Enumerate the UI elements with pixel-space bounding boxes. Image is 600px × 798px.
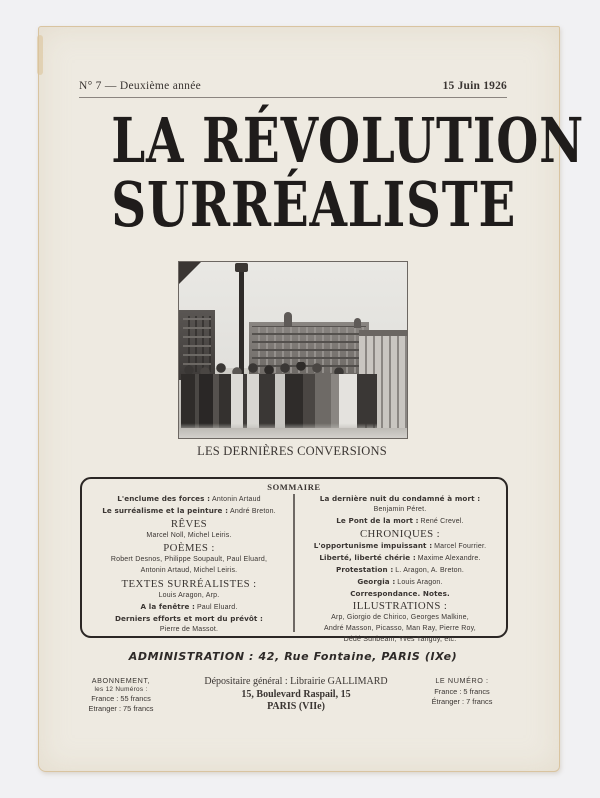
issue-number: N° 7 — Deuxième année: [79, 80, 202, 92]
toc-entry: [297, 565, 503, 576]
cover-photograph: [178, 261, 408, 439]
subscription-subheading: les 12 Numéros :: [94, 686, 148, 694]
toc-section-heading: RÊVES: [170, 518, 208, 531]
toc-authors: André Masson, Picasso, Man Ray, Pierre Roy,: [324, 625, 476, 633]
photo-dome: [354, 318, 361, 328]
toc-entry-author: Paul Eluard.: [196, 603, 238, 611]
toc-entry-title: Georgia :: [357, 577, 396, 587]
toc-entry: [297, 541, 503, 552]
toc-authors: Antonin Artaud, Michel Leiris.: [140, 567, 238, 575]
masthead-line-2: SURRÉALISTE: [111, 168, 517, 241]
toc-right-column: [297, 494, 503, 646]
photo-crowd: [181, 374, 377, 432]
toc-entry: [297, 553, 503, 564]
toc-authors: Dédé Sunbeam, Yves Tanguy, etc.: [343, 636, 457, 644]
distributor-city: PARIS (VIIe): [267, 701, 325, 712]
toc-entry: [297, 577, 503, 588]
toc-left-column: [86, 494, 292, 636]
header-rule: [79, 97, 507, 98]
distributor-name: Dépositaire général : Librairie GALLIMARD: [204, 676, 388, 687]
toc-authors: Pierre de Massot.: [159, 625, 219, 633]
toc-entry-author: Louis Aragon.: [397, 579, 443, 587]
toc-authors: Arp, Giorgio de Chirico, Georges Malkine,: [331, 614, 469, 622]
administration-address: ADMINISTRATION : 42, Rue Fontaine, PARIS (IXe): [128, 650, 458, 663]
toc-section-heading: POÈMES :: [163, 542, 215, 555]
sommaire-heading: SOMMAIRE: [267, 482, 321, 492]
single-issue-prices: [412, 676, 512, 708]
single-issue-abroad: Étranger : 7 francs: [431, 697, 493, 706]
toc-authors: Robert Desnos, Philippe Soupault, Paul Eluard,: [110, 556, 268, 564]
photo-dome: [284, 312, 292, 326]
toc-entry-author: Antonin Artaud: [212, 496, 261, 503]
toc-entry-title: Le surréalisme et la peinture :: [102, 506, 229, 515]
subscription-prices: [76, 676, 166, 713]
single-issue-heading: LE NUMÉRO :: [435, 676, 489, 685]
toc-entry: [297, 494, 503, 504]
toc-entry-title: Correspondance. Notes.: [350, 589, 450, 599]
toc-entry-author: L. Aragon, A. Breton.: [395, 567, 465, 575]
toc-entry: [86, 602, 292, 613]
toc-entry: [297, 589, 503, 599]
toc-entry-title: L'enclume des forces :: [117, 494, 211, 503]
toc-entry-author: René Crevel.: [420, 518, 464, 525]
toc-authors: Louis Aragon, Arp.: [158, 591, 220, 599]
toc-entry-title: Le Pont de la mort :: [336, 516, 419, 525]
subscription-abroad: Etranger : 75 francs: [88, 703, 154, 713]
photo-lamppost-top: [235, 263, 248, 272]
toc-authors: Benjamin Péret.: [373, 506, 427, 513]
toc-entry-title: Derniers efforts et mort du prévôt :: [114, 613, 264, 623]
toc-entry-title: Liberté, liberté chérie :: [319, 553, 416, 563]
photo-caption: LES DERNIÈRES CONVERSIONS: [197, 444, 387, 458]
subscription-heading: ABONNEMENT,: [91, 676, 151, 685]
table-of-contents-box: [80, 477, 508, 644]
column-divider: [293, 494, 295, 632]
toc-section-heading: ILLUSTRATIONS :: [352, 600, 448, 613]
toc-entry-author: André Breton.: [230, 508, 276, 515]
toc-entry-author: Marcel Fourrier.: [434, 543, 487, 551]
masthead-line-1: LA RÉVOLUTION: [111, 104, 585, 177]
toc-entry-author: Maxime Alexandre.: [417, 555, 481, 563]
subscription-france: France : 55 francs: [91, 694, 151, 704]
issue-header: [79, 77, 507, 95]
photo-ground: [179, 428, 407, 438]
toc-entry-title: A la fenêtre :: [140, 601, 196, 611]
toc-entry: [86, 506, 292, 517]
issue-date: 15 Juin 1926: [442, 80, 507, 92]
toc-entry: [297, 516, 503, 527]
distributor-street: 15, Boulevard Raspail, 15: [241, 688, 351, 700]
toc-entry: [86, 614, 292, 624]
photo-corner-shadow: [179, 262, 201, 284]
toc-authors: Marcel Noll, Michel Leiris.: [146, 532, 232, 540]
toc-section-heading: TEXTES SURRÉALISTES :: [121, 577, 257, 590]
single-issue-france: France : 5 francs: [434, 686, 490, 696]
toc-entry-title: L'opportunisme impuissant :: [313, 541, 433, 551]
toc-entry: [86, 494, 292, 505]
toc-entry-title: Protestation :: [335, 565, 394, 575]
distributor-info: [178, 676, 414, 714]
toc-entry-title: La dernière nuit du condamné à mort :: [319, 494, 481, 503]
toc-section-heading: CHRONIQUES :: [359, 528, 441, 541]
